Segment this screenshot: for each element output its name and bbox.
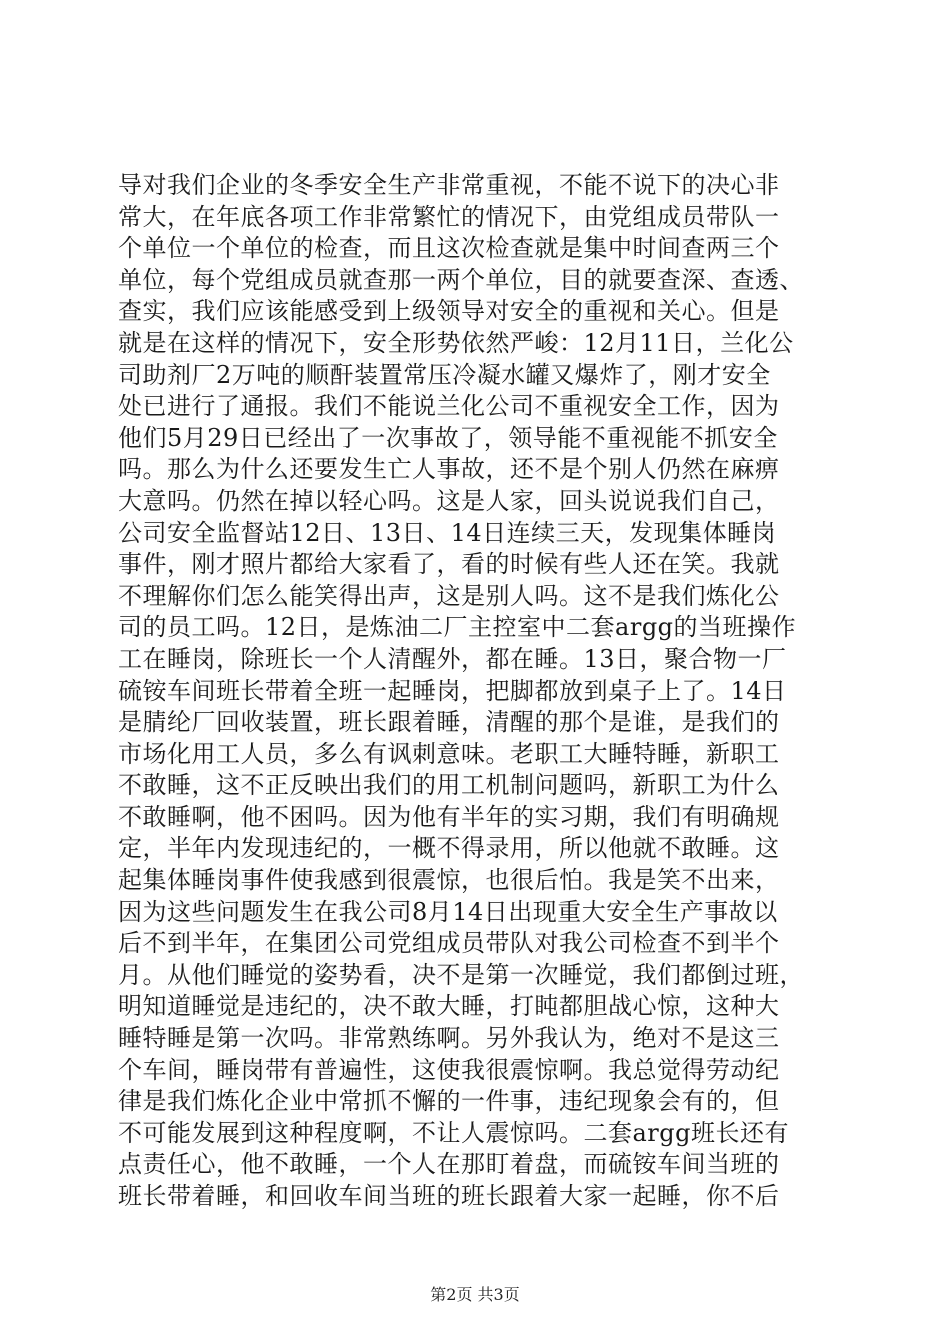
text-line: 律是我们炼化企业中常抓不懈的一件事，违纪现象会有的，但 bbox=[118, 1087, 780, 1116]
text-line: 不理解你们怎么能笑得出声，这是别人吗。这不是我们炼化公 bbox=[118, 581, 780, 610]
text-line: 后不到半年，在集团公司党组成员带队对我公司检查不到半个 bbox=[118, 929, 780, 958]
text-line: 司助剂厂2万吨的顺酐装置常压冷凝水罐又爆炸了，刚才安全 bbox=[118, 360, 771, 389]
text-line: 事件，刚才照片都给大家看了，看的时候有些人还在笑。我就 bbox=[118, 550, 780, 579]
text-line: 个单位一个单位的检查，而且这次检查就是集中时间查两三个 bbox=[118, 234, 780, 263]
text-line: 查实，我们应该能感受到上级领导对安全的重视和关心。但是 bbox=[118, 297, 780, 326]
body-text bbox=[118, 170, 834, 1213]
text-line: 起集体睡岗事件使我感到很震惊，也很后怕。我是笑不出来， bbox=[118, 866, 780, 895]
text-line: 处已进行了通报。我们不能说兰化公司不重视安全工作，因为 bbox=[118, 392, 780, 421]
text-line: 单位，每个党组成员就查那一两个单位，目的就要查深、查透、 bbox=[118, 265, 804, 294]
text-line: 吗。那么为什么还要发生亡人事故，还不是个别人仍然在麻痹 bbox=[118, 455, 780, 484]
text-line: 导对我们企业的冬季安全生产非常重视，不能不说下的决心非 bbox=[118, 171, 780, 199]
text-line: 个车间，睡岗带有普遍性，这使我很震惊啊。我总觉得劳动纪 bbox=[118, 1055, 780, 1084]
text-line: 工在睡岗，除班长一个人清醒外，都在睡。13日，聚合物一厂 bbox=[118, 644, 787, 673]
text-line: 市场化用工人员，多么有讽刺意味。老职工大睡特睡，新职工 bbox=[118, 739, 780, 768]
text-line: 司的员工吗。12日，是炼油二厂主控室中二套argg的当班操作 bbox=[118, 613, 797, 642]
text-line: 常大，在年底各项工作非常繁忙的情况下，由党组成员带队一 bbox=[118, 202, 780, 231]
text-line: 月。从他们睡觉的姿势看，决不是第一次睡觉，我们都倒过班， bbox=[118, 960, 804, 989]
text-line: 他们5月29日已经出了一次事故了，领导能不重视能不抓安全 bbox=[118, 423, 778, 452]
text-line: 定，半年内发现违纪的，一概不得录用，所以他就不敢睡。这 bbox=[118, 834, 780, 863]
text-line: 是腈纶厂回收装置，班长跟着睡，清醒的那个是谁，是我们的 bbox=[118, 708, 780, 737]
text-line: 点责任心，他不敢睡，一个人在那盯着盘，而硫铵车间当班的 bbox=[118, 1150, 780, 1179]
text-line: 明知道睡觉是违纪的，决不敢大睡，打盹都胆战心惊，这种大 bbox=[118, 992, 780, 1021]
page-footer: 第2页 共3页 bbox=[430, 1285, 520, 1304]
text-line: 因为这些问题发生在我公司8月14日出现重大安全生产事故以 bbox=[118, 897, 778, 926]
text-line: 硫铵车间班长带着全班一起睡岗，把脚都放到桌子上了。14日 bbox=[118, 676, 787, 705]
text-line: 不敢睡啊，他不困吗。因为他有半年的实习期，我们有明确规 bbox=[118, 802, 780, 831]
text-line: 公司安全监督站12日、13日、14日连续三天，发现集体睡岗 bbox=[118, 518, 777, 547]
text-line: 不可能发展到这种程度啊，不让人震惊吗。二套argg班长还有 bbox=[118, 1118, 790, 1147]
text-line: 不敢睡，这不正反映出我们的用工机制问题吗，新职工为什么 bbox=[118, 771, 780, 800]
text-line: 班长带着睡，和回收车间当班的班长跟着大家一起睡，你不后 bbox=[118, 1182, 780, 1210]
text-line: 睡特睡是第一次吗。非常熟练啊。另外我认为，绝对不是这三 bbox=[118, 1024, 780, 1053]
text-line: 就是在这样的情况下，安全形势依然严峻：12月11日，兰化公 bbox=[118, 328, 794, 357]
text-line: 大意吗。仍然在掉以轻心吗。这是人家，回头说说我们自己， bbox=[118, 486, 780, 515]
